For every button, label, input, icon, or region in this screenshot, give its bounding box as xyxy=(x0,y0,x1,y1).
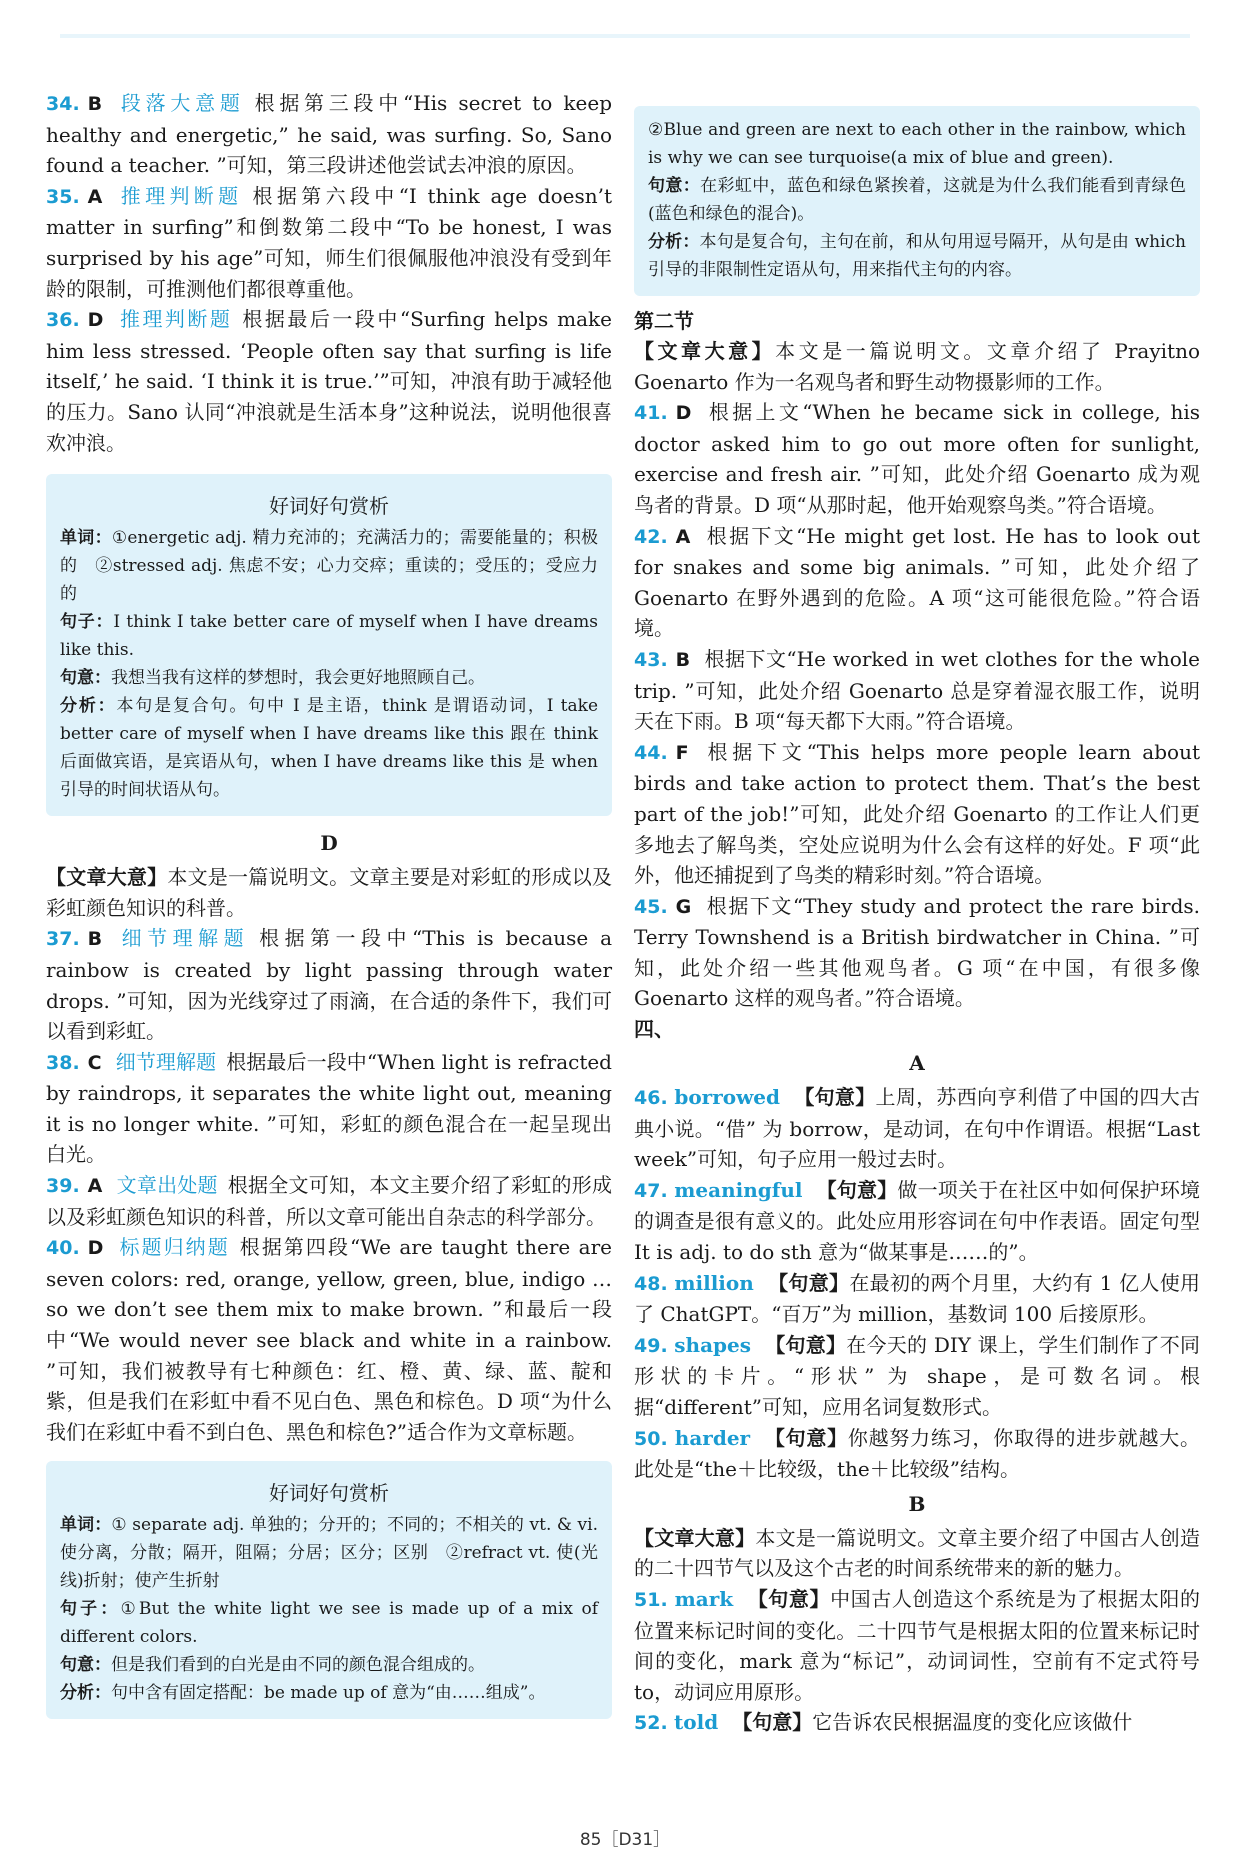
vocab-box-3 xyxy=(634,106,1200,296)
label: 句子： xyxy=(60,612,114,633)
section-2-heading: 第二节 xyxy=(634,309,694,333)
vocab-text: ① separate adj. 单独的；分开的；不同的；不相关的 vt. & vi. 使分离，分散；隔开，阻隔；分居；区分；区别 ②refract vt. 使(光线)折射；使产生折射 xyxy=(60,1515,599,1592)
question-number: 40. xyxy=(46,1237,80,1260)
question-number: 50. xyxy=(634,1427,668,1450)
question-type: 细节理解题 xyxy=(115,1049,217,1074)
label: 句意： xyxy=(60,1655,111,1676)
explanation: 做一项关于在社区中如何保护环境的调查是很有意义的。此处应用形容词在句中作表语。固定句型 It is adj. to do sth 意为“做某事是……的”。 xyxy=(634,1177,1201,1265)
summary-text: 本文是一篇说明文。文章主要介绍了中国古人创造的二十四节气以及这个古老的时间系统带来的新的魅力。 xyxy=(634,1525,1201,1581)
answer-42 xyxy=(634,521,1200,644)
explanation: 中国古人创造这个系统是为了根据太阳的位置来标记时间的变化。二十四节气是根据太阳的位置来标记时间的变化，mark 意为“标记”，动词词性，空前有不定式符号 to，动词应用原形。 xyxy=(634,1586,1201,1704)
explanation: 根据第四段“We are taught there are seven colors: red, orange, yellow, green, blue, indigo … so we don’t see them mix to make brown. ”和最后一段中“We would never see black and white in a rainbow. ”可知，我们被教导有七种颜色：红、橙、黄、绿、蓝、靛和紫，但是我们在彩虹中看不见白色、黑色和棕色。D 项“为什么我们在彩虹中看不到白色、黑色和棕色?”适合作为文章标题。 xyxy=(46,1235,612,1444)
section-d-summary xyxy=(46,862,612,923)
left-column xyxy=(46,88,612,1719)
meaning-label: 【句意】 xyxy=(816,1177,898,1202)
meaning-label: 【句意】 xyxy=(794,1085,876,1110)
explanation: 根据第六段中“I think age doesn’t matter in surfing”和倒数第二段中“To be honest, I was surprised by his age”可知，师生们很佩服他冲浪没有受到年龄的限制，可推测他们都很尊重他。 xyxy=(46,183,612,301)
label: 句意： xyxy=(60,668,111,689)
box-vocab xyxy=(60,1511,598,1595)
question-type: 段落大意题 xyxy=(116,91,245,115)
meaning-label: 【句意】 xyxy=(765,1332,847,1357)
box-vocab xyxy=(60,524,598,608)
explanation: 根据全文可知，本文主要介绍了彩虹的形成以及彩虹颜色知识的科普，所以文章可能出自杂志的科学部分。 xyxy=(46,1173,613,1229)
question-number: 45. xyxy=(634,895,668,918)
answer-41 xyxy=(634,397,1200,520)
answer-48 xyxy=(634,1268,1200,1330)
box-meaning xyxy=(648,172,1186,228)
question-number: 35. xyxy=(46,185,80,208)
box-analysis xyxy=(648,228,1186,284)
analysis-text: 句中含有固定搭配：be made up of 意为“由……组成”。 xyxy=(111,1683,546,1704)
label: 分析： xyxy=(60,1683,111,1704)
box-sentence xyxy=(60,1595,598,1651)
meaning-label: 【句意】 xyxy=(747,1586,831,1611)
meaning-text: 但是我们看到的白光是由不同的颜色混合组成的。 xyxy=(111,1655,485,1676)
question-number: 37. xyxy=(46,928,80,951)
sentence-text: I think I take better care of myself when I have dreams like this. xyxy=(60,612,599,661)
question-number: 44. xyxy=(634,741,668,764)
question-number: 47. xyxy=(634,1179,668,1202)
analysis-text: 本句是复合句，主句在前，和从句用逗号隔开，从句是由 which 引导的非限制性定语从句，用来指代主句的内容。 xyxy=(648,232,1187,280)
explanation: 根据第一段中“This is because a rainbow is created by light passing through water drops. ”可知，因为光线穿过了雨滴，在合适的条件下，我们可以看到彩虹。 xyxy=(46,926,612,1044)
answer-word: borrowed xyxy=(674,1085,781,1110)
answer-word: shapes xyxy=(674,1332,752,1357)
question-type: 标题归纳题 xyxy=(117,1235,230,1260)
explanation: 根据下文“They study and protect the rare birds. Terry Townshend is a British birdwatcher in China. ”可知，此处介绍一些其他观鸟者。G 项“在中国，有很多像 Goenarto 这样的观鸟者。”符合语境。 xyxy=(634,893,1200,1011)
question-number: 41. xyxy=(634,402,668,425)
answer-letter: B xyxy=(87,93,103,115)
box-title: 好词好句赏析 xyxy=(269,494,389,519)
analysis-text: 本句是复合句。句中 I 是主语，think 是谓语动词，I take better care of myself when I have dreams like this 跟在 think 后面做宾语，是宾语从句，when I have dreams like this 是 when 引导的时间状语从句。 xyxy=(60,696,599,801)
answer-letter: B xyxy=(87,928,103,951)
answer-37 xyxy=(46,923,612,1046)
explanation: 在最初的两个月里，大约有 1 亿人使用了 ChatGPT。“百万”为 million，基数词 100 后接原形。 xyxy=(634,1270,1200,1327)
answer-43 xyxy=(634,644,1200,737)
vocab-box-2 xyxy=(46,1461,612,1719)
answer-52 xyxy=(634,1707,1200,1739)
section-b-summary xyxy=(634,1523,1200,1584)
section-a-heading: A xyxy=(909,1051,925,1076)
vocab-box-1 xyxy=(46,474,612,816)
label: 句意： xyxy=(648,176,701,196)
explanation: 根据最后一段中“When light is refracted by raindrops, it separates the white light out, meaning it is no longer white. ”可知，彩虹的颜色混合在一起呈现出白光。 xyxy=(46,1049,612,1167)
question-number: 49. xyxy=(634,1334,668,1357)
answer-51 xyxy=(634,1584,1200,1707)
top-rule xyxy=(60,34,1190,38)
explanation: 根据下文“He worked in wet clothes for the whole trip. ”可知，此处介绍 Goenarto 总是穿着湿衣服工作，说明天在下雨。B 项“每天都下大雨。”符合语境。 xyxy=(634,646,1200,734)
answer-letter: C xyxy=(87,1051,102,1074)
box-sentence xyxy=(60,608,598,664)
answer-letter: G xyxy=(675,895,692,918)
page-number: 85［D31］ xyxy=(579,1830,671,1850)
answer-word: meaningful xyxy=(674,1177,803,1202)
question-number: 34. xyxy=(46,93,80,115)
question-type: 文章出处题 xyxy=(116,1173,218,1198)
summary-text: 本文是一篇说明文。文章介绍了 Prayitno Goenarto 作为一名观鸟者和野生动物摄影师的工作。 xyxy=(634,339,1200,394)
question-number: 39. xyxy=(46,1175,80,1198)
explanation: 它告诉农民根据温度的变化应该做什 xyxy=(812,1710,1133,1735)
section-d-heading: D xyxy=(320,831,338,856)
box-title: 好词好句赏析 xyxy=(269,1481,389,1506)
explanation: 你越努力练习，你取得的进步就越大。此处是“the＋比较级，the＋比较级”结构。 xyxy=(634,1425,1201,1482)
answer-40 xyxy=(46,1232,612,1447)
section-b-heading: B xyxy=(908,1491,926,1516)
answer-letter: D xyxy=(87,309,104,332)
meaning-text: 在彩虹中，蓝色和绿色紧挨着，这就是为什么我们能看到青绿色(蓝色和绿色的混合)。 xyxy=(648,176,1187,224)
question-type: 细节理解题 xyxy=(116,926,250,951)
answer-letter: D xyxy=(675,402,692,425)
answer-46 xyxy=(634,1082,1200,1175)
explanation: 在今天的 DIY 课上，学生们制作了不同形状的卡片。“形状” 为 shape，是可数名词。根据“different”可知，应用名词复数形式。 xyxy=(634,1332,1201,1419)
right-column xyxy=(634,106,1200,1739)
question-number: 43. xyxy=(634,648,668,671)
summary-label: 【文章大意】 xyxy=(46,865,168,890)
answer-35 xyxy=(46,181,612,304)
box-analysis xyxy=(60,692,598,804)
question-number: 42. xyxy=(634,525,668,548)
sentence-text: ①But the white light we see is made up of a mix of different colors. xyxy=(60,1599,599,1648)
answer-word: harder xyxy=(674,1425,751,1450)
question-type: 推理判断题 xyxy=(116,183,243,208)
answer-letter: A xyxy=(87,185,103,208)
answer-letter: D xyxy=(87,1237,104,1260)
question-number: 46. xyxy=(634,1087,668,1110)
question-number: 48. xyxy=(634,1272,668,1295)
explanation: 根据下文“He might get lost. He has to look out for snakes and some big animals. ”可知，此处介绍了 Goenarto 在野外遇到的危险。A 项“这可能很危险。”符合语境。 xyxy=(634,523,1200,641)
vocab-text: ①energetic adj. 精力充沛的；充满活力的；需要能量的；积极的 ②stressed adj. 焦虑不安；心力交瘁；重读的；受压的；受应力的 xyxy=(60,528,599,605)
box-sentence: ②Blue and green are next to each other in the rainbow, which is why we can see turquoise(a mix of blue and green). xyxy=(648,120,1186,168)
summary-text: 本文是一篇说明文。文章主要是对彩虹的形成以及彩虹颜色知识的科普。 xyxy=(46,865,613,920)
answer-word: million xyxy=(674,1270,754,1295)
label: 单词： xyxy=(60,1515,112,1536)
answer-letter: F xyxy=(675,741,689,764)
summary-label: 【文章大意】 xyxy=(634,339,776,363)
answer-36 xyxy=(46,304,612,458)
section-2-summary xyxy=(634,336,1200,397)
box-meaning xyxy=(60,1651,598,1679)
answer-39 xyxy=(46,1170,612,1232)
explanation: 上周，苏西向亨利借了中国的四大古典小说。“借” 为 borrow，是动词，在句中作谓语。根据“Last week”可知，句子应用一般过去时。 xyxy=(634,1085,1201,1172)
label: 分析： xyxy=(60,696,117,717)
box-meaning xyxy=(60,664,598,692)
meaning-label: 【句意】 xyxy=(732,1710,813,1735)
summary-label: 【文章大意】 xyxy=(634,1525,756,1550)
question-number: 51. xyxy=(634,1588,668,1611)
part-4-heading: 四、 xyxy=(634,1017,674,1042)
answer-47 xyxy=(634,1175,1200,1268)
question-number: 38. xyxy=(46,1051,80,1074)
question-number: 52. xyxy=(634,1712,668,1735)
label: 分析： xyxy=(648,232,700,252)
answer-44 xyxy=(634,737,1200,891)
label: 单词： xyxy=(60,528,112,549)
answer-45 xyxy=(634,891,1200,1014)
answer-38 xyxy=(46,1047,612,1170)
explanation: 根据下文“This helps more people learn about birds and take action to protect them. That’s the best part of the job!”可知，此处介绍 Goenarto 的工作让人们更多地去了解鸟类，空处应说明为什么会有这样的好处。F 项“此外，他还捕捉到了鸟类的精彩时刻。”符合语境。 xyxy=(634,739,1200,888)
meaning-label: 【句意】 xyxy=(767,1270,850,1295)
question-number: 36. xyxy=(46,309,80,332)
question-type: 推理判断题 xyxy=(117,307,233,332)
answer-word: told xyxy=(674,1710,719,1735)
answer-49 xyxy=(634,1330,1200,1423)
answer-50 xyxy=(634,1423,1200,1485)
answer-letter: B xyxy=(675,648,691,671)
answer-34 xyxy=(46,88,612,181)
meaning-text: 我想当我有这样的梦想时，我会更好地照顾自己。 xyxy=(111,668,485,689)
answer-word: mark xyxy=(674,1586,734,1611)
explanation: 根据第三段中“His secret to keep healthy and energetic,” he said, was surfing. So, Sano found a teacher. ”可知，第三段讲述他尝试去冲浪的原因。 xyxy=(46,91,613,178)
answer-letter: A xyxy=(87,1175,103,1198)
explanation: 根据最后一段中“Surfing helps make him less stressed. ‘People often say that surfing is life itself,’ he said. ‘I think it is true.’”可知，冲浪有助于减轻他的压力。Sano 认同“冲浪就是生活本身”这种说法，说明他很喜欢冲浪。 xyxy=(46,307,612,455)
box-analysis xyxy=(60,1679,598,1707)
explanation: 根据上文“When he became sick in college, his doctor asked him to go out more often for sunlight, exercise and fresh air. ”可知，此处介绍 Goenarto 成为观鸟者的背景。D 项“从那时起，他开始观察鸟类。”符合语境。 xyxy=(634,400,1200,517)
label: 句子： xyxy=(60,1599,121,1620)
meaning-label: 【句意】 xyxy=(764,1425,848,1450)
answer-letter: A xyxy=(675,525,691,548)
